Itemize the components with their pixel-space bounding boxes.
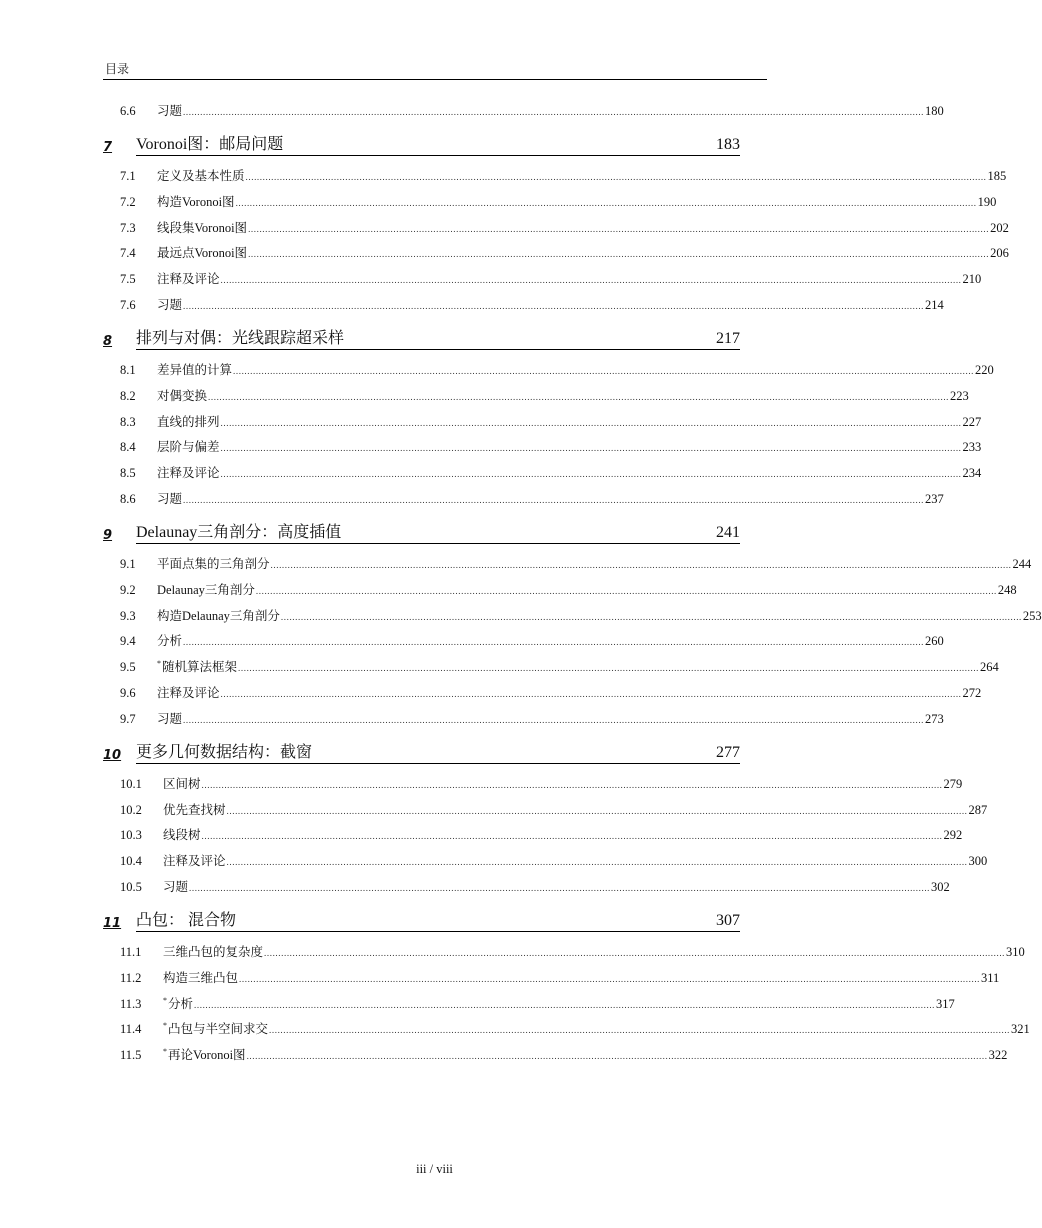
chapter-page: 183: [716, 136, 740, 153]
section-number: 9.6: [120, 686, 136, 700]
section-number: 10.3: [120, 828, 142, 843]
section-title: [157, 169, 245, 183]
section-title-text: 习题: [157, 711, 183, 726]
section-number: 9.1: [120, 557, 136, 571]
section-title: [157, 363, 232, 377]
section-title-text: 层阶与偏差: [157, 440, 220, 455]
section-page: 214: [925, 298, 944, 312]
section-page: 264: [980, 660, 999, 675]
section-title-text: 习题: [157, 298, 183, 312]
section-title: [163, 1045, 246, 1062]
chapter-heading[interactable]: [103, 744, 740, 764]
dot-leader: ....................................................................................................................................................................................................................................................................: [220, 689, 962, 699]
section-title: [157, 634, 182, 648]
section-title: [157, 609, 280, 623]
section-title: [163, 854, 226, 868]
dot-leader: ....................................................................................................................................................................................................................................................................: [220, 417, 962, 428]
header-title: 目录: [105, 62, 130, 76]
section-number: 9.5: [120, 660, 136, 675]
section-number: 11.5: [120, 1048, 142, 1063]
dot-leader: ....................................................................................................................................................................................................................................................................: [255, 585, 997, 596]
section-title: [157, 272, 220, 286]
dot-leader: ....................................................................................................................................................................................................................................................................: [270, 560, 1012, 570]
toc-entry[interactable]: [120, 359, 994, 377]
dot-leader: ....................................................................................................................................................................................................................................................................: [183, 495, 925, 505]
section-title: [163, 1019, 268, 1036]
section-title-text: 注释及评论: [163, 854, 226, 869]
section-page: 220: [975, 363, 994, 377]
dot-leader: ....................................................................................................................................................................................................................................................................: [238, 663, 980, 674]
section-title: [157, 712, 182, 726]
section-title: [163, 994, 193, 1011]
section-page: 180: [925, 104, 944, 118]
running-header: [103, 58, 767, 80]
chapter-number: 11: [103, 916, 122, 931]
section-number: 11.2: [120, 970, 142, 985]
section-title-text: 构造Delaunay三角剖分: [157, 608, 280, 623]
dot-leader: ....................................................................................................................................................................................................................................................................: [189, 883, 931, 893]
section-page: 310: [1006, 945, 1025, 959]
chapter-title-rule: [136, 523, 740, 544]
chapter-page: 217: [716, 330, 740, 347]
section-number: 9.2: [120, 582, 136, 597]
section-title-text: 构造三维凸包: [163, 970, 239, 985]
section-title: [163, 828, 201, 842]
toc-entry[interactable]: [120, 411, 982, 429]
toc-entry[interactable]: [120, 708, 944, 726]
section-number: 10.4: [120, 854, 142, 869]
chapter-title-rule: [136, 743, 740, 764]
section-page: 227: [962, 414, 982, 429]
chapter-title: 更多几何数据结构：截窗: [136, 743, 313, 761]
section-page: 321: [1011, 1022, 1030, 1037]
toc-entry[interactable]: [120, 385, 969, 403]
toc-entry[interactable]: [120, 967, 1000, 985]
section-title-text: 定义及基本性质: [157, 169, 245, 183]
dot-leader: ....................................................................................................................................................................................................................................................................: [248, 249, 990, 260]
section-title-text: 注释及评论: [157, 686, 220, 700]
section-title: [157, 246, 247, 260]
section-page: 317: [936, 996, 955, 1011]
optional-section-star: *: [163, 995, 167, 1005]
section-title: [163, 880, 188, 894]
section-title-text: Delaunay三角剖分: [157, 582, 255, 597]
section-title: [157, 466, 220, 480]
dot-leader: ....................................................................................................................................................................................................................................................................: [235, 197, 977, 208]
section-number: 8.2: [120, 388, 136, 403]
toc-entry[interactable]: [120, 876, 950, 894]
section-page: 202: [990, 220, 1009, 235]
chapter-number: 9: [103, 528, 113, 543]
section-title: [157, 415, 220, 429]
section-number: 10.5: [120, 880, 142, 894]
section-number: 7.4: [120, 246, 136, 261]
dot-leader: ....................................................................................................................................................................................................................................................................: [201, 779, 943, 790]
section-title-text: 线段树: [163, 828, 201, 843]
section-page: 233: [962, 440, 982, 455]
section-page: 302: [931, 880, 950, 894]
toc-entry[interactable]: [120, 553, 1032, 571]
chapter-title: Delaunay三角剖分：高度插值: [136, 524, 342, 541]
dot-leader: ....................................................................................................................................................................................................................................................................: [280, 611, 1022, 622]
section-number: 7.5: [120, 272, 136, 287]
section-page: 300: [968, 854, 988, 869]
toc-entry[interactable]: [120, 217, 1009, 235]
toc-entry[interactable]: [120, 100, 944, 118]
section-title-text: 凸包与半空间求交: [168, 1022, 269, 1037]
section-title-text: 对偶变换: [157, 388, 208, 403]
dot-leader: ....................................................................................................................................................................................................................................................................: [220, 443, 962, 454]
section-title: [157, 557, 270, 571]
section-title: [157, 657, 237, 674]
section-title-text: 优先查找树: [163, 802, 226, 817]
dot-leader: ....................................................................................................................................................................................................................................................................: [183, 714, 925, 725]
section-page: 210: [962, 272, 982, 287]
section-number: 9.4: [120, 634, 136, 649]
toc-entry[interactable]: [120, 242, 1009, 261]
section-title: [157, 298, 182, 312]
toc-entry[interactable]: [120, 294, 944, 312]
toc-entry[interactable]: [120, 799, 988, 817]
section-number: 7.2: [120, 194, 136, 209]
section-page: 292: [943, 828, 963, 843]
dot-leader: ....................................................................................................................................................................................................................................................................: [183, 301, 925, 311]
toc-entry[interactable]: [120, 656, 999, 675]
section-number: 7.1: [120, 169, 136, 183]
toc-entry[interactable]: [120, 941, 1025, 959]
toc-entry[interactable]: [120, 824, 963, 843]
dot-leader: ....................................................................................................................................................................................................................................................................: [233, 366, 975, 376]
section-number: 8.1: [120, 363, 136, 377]
section-page: 279: [943, 776, 963, 791]
dot-leader: ....................................................................................................................................................................................................................................................................: [246, 1051, 988, 1062]
section-title: [157, 195, 235, 209]
toc-entry[interactable]: [120, 1018, 1030, 1037]
chapter-number: 10: [103, 747, 122, 763]
section-title-text: 注释及评论: [157, 272, 220, 287]
toc-entry[interactable]: [120, 630, 944, 649]
section-title-text: 最远点Voronoi图: [157, 246, 248, 261]
section-number: 7.6: [120, 298, 136, 312]
toc-entry[interactable]: [120, 165, 1007, 183]
section-title-text: 分析: [157, 634, 183, 649]
optional-section-star: *: [157, 659, 161, 669]
toc-entry[interactable]: [120, 1044, 1008, 1063]
section-number: 10.2: [120, 802, 142, 817]
chapter-page: 307: [716, 912, 740, 929]
optional-section-star: *: [163, 1047, 167, 1057]
page-number: iii / viii: [416, 1162, 453, 1176]
dot-leader: ....................................................................................................................................................................................................................................................................: [264, 948, 1006, 958]
toc-entry[interactable]: [120, 436, 982, 455]
chapter-heading[interactable]: [103, 136, 740, 156]
toc-entry[interactable]: [120, 462, 982, 481]
section-title: [163, 777, 201, 791]
dot-leader: ....................................................................................................................................................................................................................................................................: [245, 172, 987, 182]
section-page: 190: [977, 194, 997, 209]
section-title-text: 三维凸包的复杂度: [163, 945, 264, 959]
dot-leader: ....................................................................................................................................................................................................................................................................: [201, 831, 943, 842]
section-title: [163, 803, 226, 817]
section-title: [163, 971, 238, 985]
optional-section-star: *: [163, 1021, 167, 1031]
dot-leader: ....................................................................................................................................................................................................................................................................: [239, 973, 981, 984]
dot-leader: ....................................................................................................................................................................................................................................................................: [226, 857, 968, 868]
section-title-text: 差异值的计算: [157, 363, 233, 377]
section-title-text: 线段集Voronoi图: [157, 220, 248, 235]
chapter-title: 凸包： 混合物: [136, 912, 237, 929]
dot-leader: ....................................................................................................................................................................................................................................................................: [183, 637, 925, 648]
section-title-text: 习题: [157, 492, 183, 506]
section-number: 10.1: [120, 776, 142, 791]
toc-entry[interactable]: [120, 579, 1017, 597]
chapter-number: 7: [103, 140, 113, 155]
section-title-text: 随机算法框架: [162, 660, 238, 675]
section-number: 8.6: [120, 492, 136, 506]
section-title: [157, 492, 182, 506]
chapter-title-rule: [136, 911, 740, 932]
section-page: 237: [925, 492, 944, 506]
dot-leader: ....................................................................................................................................................................................................................................................................: [226, 805, 968, 816]
section-number: 9.7: [120, 711, 136, 726]
section-page: 234: [962, 466, 982, 481]
chapter-heading[interactable]: [103, 330, 740, 350]
toc-entry[interactable]: [120, 488, 944, 506]
toc-entry[interactable]: [120, 191, 997, 209]
section-page: 248: [997, 582, 1017, 597]
section-page: 206: [990, 246, 1009, 261]
section-page: 244: [1012, 557, 1032, 571]
section-number: 6.6: [120, 104, 136, 118]
dot-leader: ....................................................................................................................................................................................................................................................................: [269, 1025, 1011, 1036]
section-page: 273: [925, 711, 944, 726]
section-title-text: 分析: [168, 996, 194, 1011]
section-page: 272: [962, 686, 982, 700]
chapter-page: 277: [716, 743, 740, 761]
section-page: 253: [1022, 608, 1042, 623]
section-number: 9.3: [120, 608, 136, 623]
section-title-text: 构造Voronoi图: [157, 194, 235, 209]
dot-leader: ....................................................................................................................................................................................................................................................................: [183, 107, 925, 117]
dot-leader: ....................................................................................................................................................................................................................................................................: [208, 391, 950, 402]
toc-entry[interactable]: [120, 605, 1042, 623]
section-title: [157, 104, 182, 118]
section-page: 185: [987, 169, 1007, 183]
dot-leader: ....................................................................................................................................................................................................................................................................: [248, 223, 990, 234]
dot-leader: ....................................................................................................................................................................................................................................................................: [220, 275, 962, 286]
section-page: 322: [988, 1048, 1008, 1063]
section-title-text: 区间树: [163, 776, 201, 791]
toc-entry[interactable]: [120, 773, 963, 791]
section-title-text: 习题: [157, 104, 183, 118]
section-number: 7.3: [120, 220, 136, 235]
section-title-text: 注释及评论: [157, 466, 220, 481]
section-title: [157, 583, 255, 597]
chapter-page: 241: [716, 524, 740, 541]
dot-leader: ....................................................................................................................................................................................................................................................................: [194, 999, 936, 1010]
chapter-number: 8: [103, 334, 113, 349]
toc-entry[interactable]: [120, 850, 988, 869]
section-number: 11.4: [120, 1022, 142, 1037]
section-number: 8.4: [120, 440, 136, 455]
section-title-text: 习题: [163, 880, 189, 894]
chapter-heading[interactable]: [103, 524, 740, 544]
section-title: [157, 440, 220, 454]
chapter-title-rule: [136, 329, 740, 350]
section-number: 11.3: [120, 996, 142, 1011]
section-number: 8.3: [120, 414, 136, 429]
toc-entry[interactable]: [120, 682, 982, 700]
chapter-title: 排列与对偶：光线跟踪超采样: [136, 330, 345, 347]
section-title: [163, 945, 263, 959]
toc-entry[interactable]: [120, 993, 955, 1011]
section-title: [157, 389, 207, 403]
section-page: 311: [981, 970, 1000, 985]
section-title: [157, 221, 247, 235]
section-title: [157, 686, 220, 700]
section-number: 8.5: [120, 466, 136, 481]
chapter-title: Voronoi图：邮局问题: [136, 136, 284, 153]
chapter-heading[interactable]: [103, 912, 740, 932]
section-page: 223: [950, 388, 969, 403]
toc-entry[interactable]: [120, 268, 982, 287]
chapter-title-rule: [136, 135, 740, 156]
section-page: 287: [968, 802, 988, 817]
section-number: 11.1: [120, 945, 142, 959]
section-title-text: 直线的排列: [157, 414, 220, 429]
section-title-text: 平面点集的三角剖分: [157, 557, 270, 571]
section-title-text: 再论Voronoi图: [168, 1048, 246, 1063]
dot-leader: ....................................................................................................................................................................................................................................................................: [220, 469, 962, 480]
section-page: 260: [925, 634, 944, 649]
